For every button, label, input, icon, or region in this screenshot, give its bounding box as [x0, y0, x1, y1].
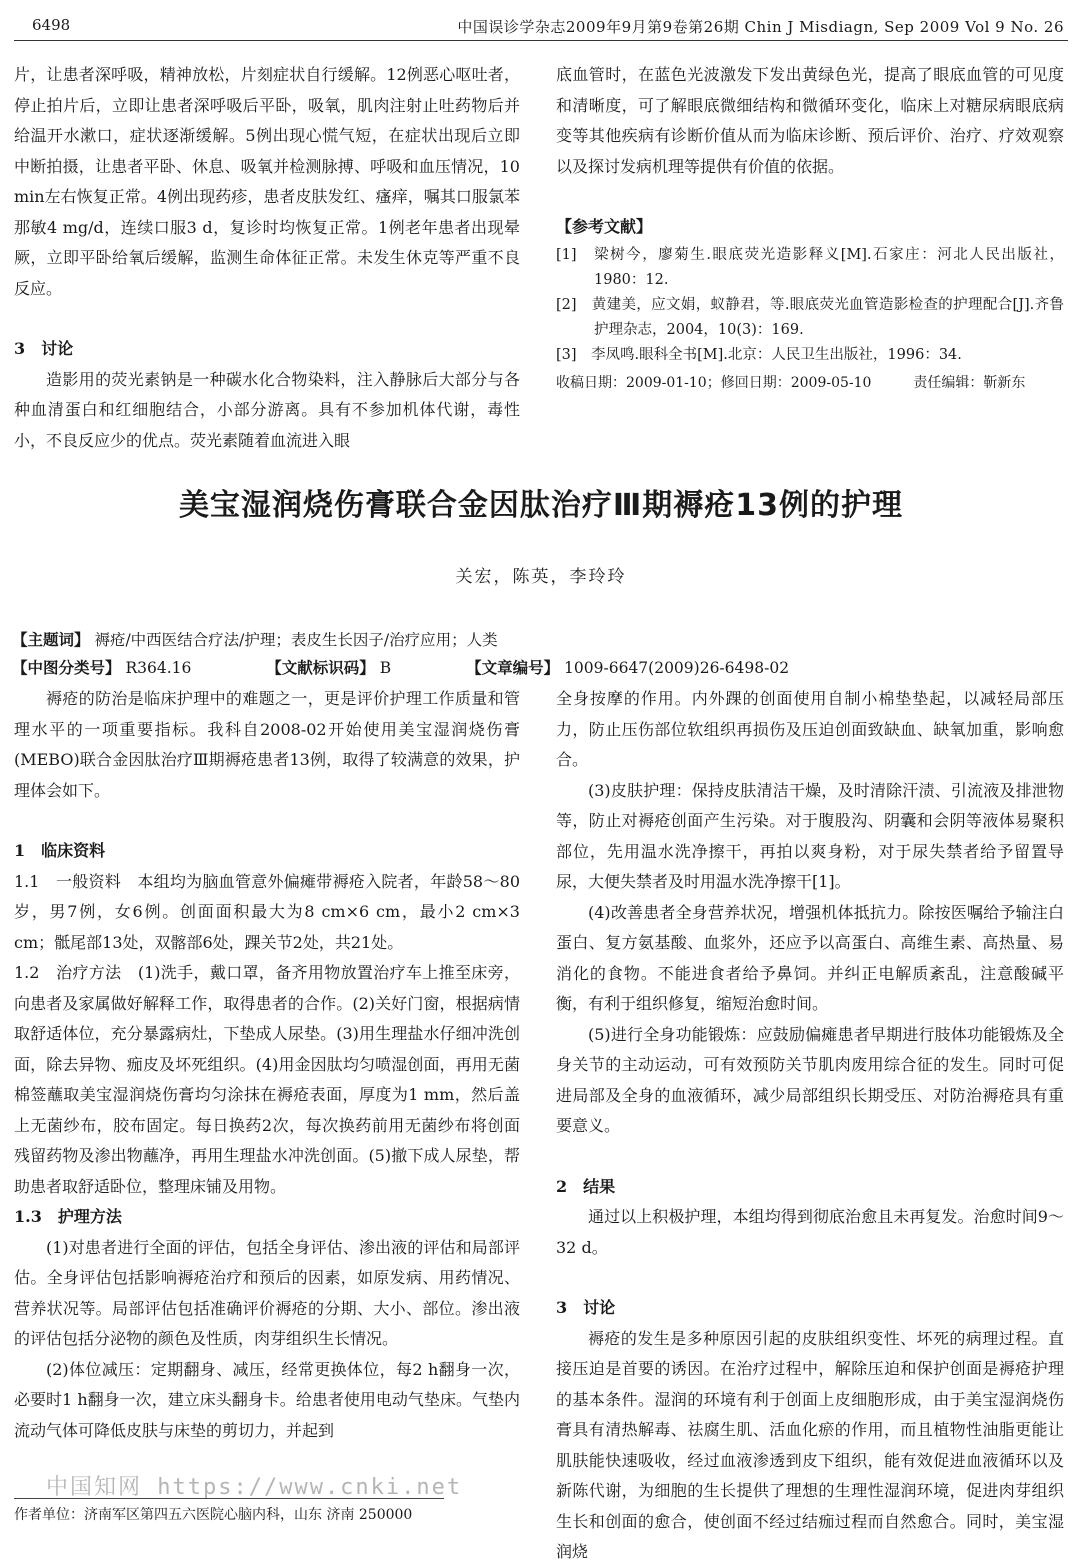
section3-heading: 3 讨论: [556, 1298, 616, 1317]
prev-section3-heading: 3 讨论: [14, 339, 74, 358]
section1-2-paragraph: 1.2 治疗方法 (1)洗手，戴口罩，备齐用物放置治疗车上推至床旁，向患者及家属做好解释工作，取得患者的合作。(2)关好门窗，根据病情取舒适体位，充分暴露病灶，下垫成人尿垫。(3)用生理盐水仔细冲洗创面，除去异物、痂皮及坏死组织。(4)用金因肽均匀喷湿创面，再用无菌棉签蘸取美宝湿润烧伤膏均匀涂抹在褥疮表面，厚度为1 mm，然后盖上无菌纱布，胶布固定。每日换药2次，每次换药前用无菌纱布将创面残留药物及渗出物蘸净，再用生理盐水冲洗创面。(5)撤下成人尿垫，帮助患者取舒适卧位，整理床铺及用物。: [14, 963, 520, 1196]
prev-section3-paragraph: 造影用的荧光素钠是一种碳水化合物染料，注入静脉后大部分与各种血清蛋白和红细胞结合，小部分游离。具有不参加机体代谢，毒性小，不良反应少的优点。荧光素随着血流进入眼: [14, 369, 520, 450]
received-dates: 收稿日期：2009-01-10；修回日期：2009-05-10 责任编辑：靳新东: [556, 374, 1026, 391]
section2-heading: 2 结果: [556, 1176, 616, 1196]
nursing-paragraph-5: (5)进行全身功能锻炼：应鼓励偏瘫患者早期进行肢体功能锻炼及全身关节的主动运动，可有效预防关节肌肉废用综合征的发生。同时可促进局部及全身的血液循环，减少局部组织长期受压、对防治褥疮具有重要意义。: [556, 1024, 1064, 1135]
clc-label: 【中图分类号】: [12, 658, 121, 677]
article-authors: 关宏，陈英，李玲玲: [455, 567, 627, 587]
keywords: 褥疮/中西医结合疗法/护理；表皮生长因子/治疗应用；人类: [94, 631, 498, 649]
doc-code: B: [379, 659, 392, 677]
article-right-column: [556, 684, 1064, 1568]
section1-3-heading: 1.3 护理方法: [14, 1207, 122, 1226]
prev-article-right-column: [556, 60, 1064, 398]
footnote-rule: [14, 1498, 444, 1499]
article-left-column: [14, 684, 520, 1446]
article-title: 美宝湿润烧伤膏联合金因肽治疗Ⅲ期褥疮13例的护理: [178, 488, 904, 523]
cnki-watermark: 中国知网 https://www.cnki.net: [46, 1475, 463, 1500]
keywords-label: 【主题词】: [12, 630, 90, 649]
nursing-paragraph-2: (2)体位减压：定期翻身、减压，经常更换体位，每2 h翻身一次，必要时1 h翻身一次，建立床头翻身卡。给患者使用电动气垫床。气垫内流动气体可降低皮肤与床垫的剪切力，并起到: [14, 1359, 520, 1440]
running-header: [14, 14, 1068, 42]
keywords-line: [12, 628, 1068, 650]
doc-code-label: 【文献标识码】: [266, 658, 375, 677]
reference-item: [1] 梁树今，廖菊生.眼底荧光造影释义[M].石家庄：河北人民出版社，1980：12.: [556, 246, 1064, 288]
prev-right-paragraph: 底血管时，在蓝色光波激发下发出黄绿色光，提高了眼底血管的可见度和清晰度，可了解眼底微细结构和微循环变化，临床上对糖尿病眼底病变等其他疾病有诊断价值从而为临床诊断、预后评价、治疗、疗效观察以及探讨发病机理等提供有价值的依据。: [556, 65, 1064, 176]
prev-left-paragraph: 片，让患者深呼吸，精神放松，片刻症状自行缓解。12例恶心呕吐者，停止拍片后，立即让患者深呼吸后平卧，吸氧，肌肉注射止吐药物后并给温开水漱口，症状逐渐缓解。5例出现心慌气短，在症状出现后立即中断拍摄，让患者平卧、休息、吸氧并检测脉搏、呼吸和血压情况，10 min左右恢复正常。4例出现药疹，患者皮肤发红、瘙痒，嘱其口服氯苯那敏4 mg/d，连续口服3 d，复诊时均恢复正常。1例老年患者出现晕厥，立即平卧给氧后缓解，监测生命体征正常。未发生休克等严重不良反应。: [14, 65, 520, 298]
article-number: 1009-6647(2009)26-6498-02: [564, 659, 790, 677]
nursing-paragraph-2-continued: 全身按摩的作用。内外踝的创面使用自制小棉垫垫起，以减轻局部压力，防止压伤部位软组织再损伤及压迫创面致缺血、缺氧加重，影响愈合。: [556, 689, 1064, 769]
author-affiliation: 作者单位：济南军区第四五六医院心脑内科，山东 济南 250000: [14, 1507, 413, 1523]
section1-1-paragraph: 1.1 一般资料 本组均为脑血管意外偏瘫带褥疮入院者，年龄58～80岁，男7例，女6例。创面面积最大为8 cm×6 cm，最小2 cm×3 cm；骶尾部13处，双髂部6处，踝关节2处，共21处。: [14, 871, 520, 952]
clc-code: R364.16: [125, 659, 192, 677]
references-heading: 【参考文献】: [556, 217, 653, 236]
references-list: [556, 243, 1064, 368]
nursing-paragraph-1: (1)对患者进行全面的评估，包括全身评估、渗出液的评估和局部评估。全身评估包括影响褥疮治疗和预后的因素，如原发病、用药情况、营养状况等。局部评估包括准确评价褥疮的分期、大小、部位。渗出液的评估包括分泌物的颜色及性质，肉芽组织生长情况。: [14, 1237, 520, 1348]
prev-article-left-column: [14, 60, 520, 456]
reference-item: [3] 李凤鸣.眼科全书[M].北京：人民卫生出版社，1996：34.: [556, 346, 962, 363]
nursing-paragraph-4: (4)改善患者全身营养状况，增强机体抵抗力。除按医嘱给予输注白蛋白、复方氨基酸、血浆外，还应予以高蛋白、高维生素、高热量、易消化的食物。不能进食者给予鼻饲。并纠正电解质紊乱，注意酸碱平衡，有利于组织修复，缩短治愈时间。: [556, 902, 1064, 1013]
discussion-paragraph: 褥疮的发生是多种原因引起的皮肤组织变性、坏死的病理过程。直接压迫是首要的诱因。在治疗过程中，解除压迫和保护创面是褥疮护理的基本条件。湿润的环境有利于创面上皮细胞形成，由于美宝湿润烧伤膏具有清热解毒、祛腐生肌、活血化瘀的作用，而且植物性油脂更能让肌肤能快速吸收，经过血液渗透到皮下组织，能有效促进血液循环以及新陈代谢，为细胞的生长提供了理想的生理性湿润环境，促进肉芽组织生长和创面的愈合，使创面不经过结痂过程而自然愈合。同时，美宝湿润烧: [556, 1328, 1064, 1561]
reference-item: [2] 黄建美，应文娟，蚁静君，等.眼底荧光血管造影检查的护理配合[J].齐鲁护理杂志，2004，10(3)：169.: [556, 296, 1064, 338]
results-paragraph: 通过以上积极护理，本组均得到彻底治愈且未再复发。治愈时间9～32 d。: [556, 1207, 1064, 1257]
section1-heading: 1 临床资料: [14, 841, 106, 860]
intro-paragraph: 褥疮的防治是临床护理中的难题之一，更是评价护理工作质量和管理水平的一项重要指标。我科自2008-02开始使用美宝湿润烧伤膏(MEBO)联合金因肽治疗Ⅲ期褥疮患者13例，取得了较满意的效果，护理体会如下。: [14, 689, 520, 800]
article-number-label: 【文章编号】: [466, 658, 560, 677]
header-rule: [14, 40, 1068, 41]
page-number: 6498: [32, 16, 71, 34]
nursing-paragraph-3: (3)皮肤护理：保持皮肤清洁干燥，及时清除汗渍、引流液及排泄物等，防止对褥疮创面产生污染。对于腹股沟、阴囊和会阴等液体易聚积部位，先用温水洗净擦干，再拍以爽身粉，对于尿失禁者给予留置导尿，大便失禁者及时用温水洗净擦干[1]。: [556, 780, 1064, 891]
classification-line: [12, 656, 1068, 678]
journal-citation: 中国误诊学杂志2009年9月第9卷第26期 Chin J Misdiagn, Sep 2009 Vol 9 No. 26: [457, 18, 1064, 36]
